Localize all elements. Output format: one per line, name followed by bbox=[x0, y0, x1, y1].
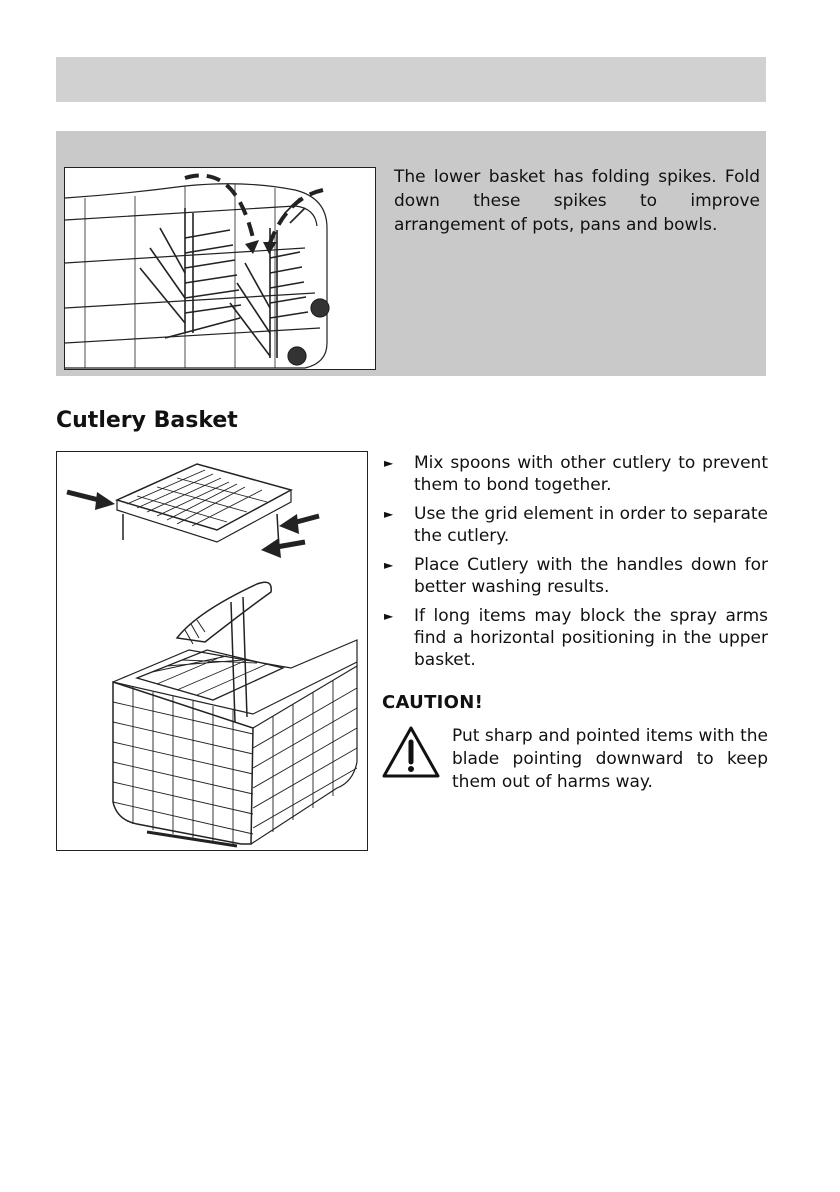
tip-list-item bbox=[382, 503, 768, 547]
tip-list-item bbox=[382, 605, 768, 671]
tip-text: Mix spoons with other cutlery to prevent them to bond together. bbox=[414, 453, 768, 495]
cutlery-tips-list bbox=[382, 452, 768, 678]
triangle-bullet-icon: ► bbox=[384, 609, 394, 623]
triangle-bullet-icon: ► bbox=[384, 456, 394, 470]
cutlery-basket-heading: Cutlery Basket bbox=[56, 408, 238, 433]
triangle-bullet-icon: ► bbox=[384, 558, 394, 572]
tip-text: Use the grid element in order to separate the cutlery. bbox=[414, 504, 768, 546]
folding-spikes-description: The lower basket has folding spikes. Fold down these spikes to improve arrangement of pots, pans and bowls. bbox=[394, 167, 760, 235]
caution-heading: CAUTION! bbox=[382, 692, 484, 713]
folding-spikes-panel bbox=[56, 131, 766, 376]
tip-text: If long items may block the spray arms find a horizontal positioning in the upper basket. bbox=[414, 606, 768, 670]
cutlery-basket-illustration bbox=[56, 451, 368, 851]
tip-list-item bbox=[382, 452, 768, 496]
header-bar bbox=[56, 57, 766, 102]
lower-basket-spikes-illustration bbox=[64, 167, 376, 370]
triangle-bullet-icon: ► bbox=[384, 507, 394, 521]
caution-text: Put sharp and pointed items with the blade pointing downward to keep them out of harms way. bbox=[452, 726, 768, 792]
warning-triangle-icon bbox=[380, 724, 442, 780]
tip-list-item bbox=[382, 554, 768, 598]
tip-text: Place Cutlery with the handles down for better washing results. bbox=[414, 555, 768, 597]
